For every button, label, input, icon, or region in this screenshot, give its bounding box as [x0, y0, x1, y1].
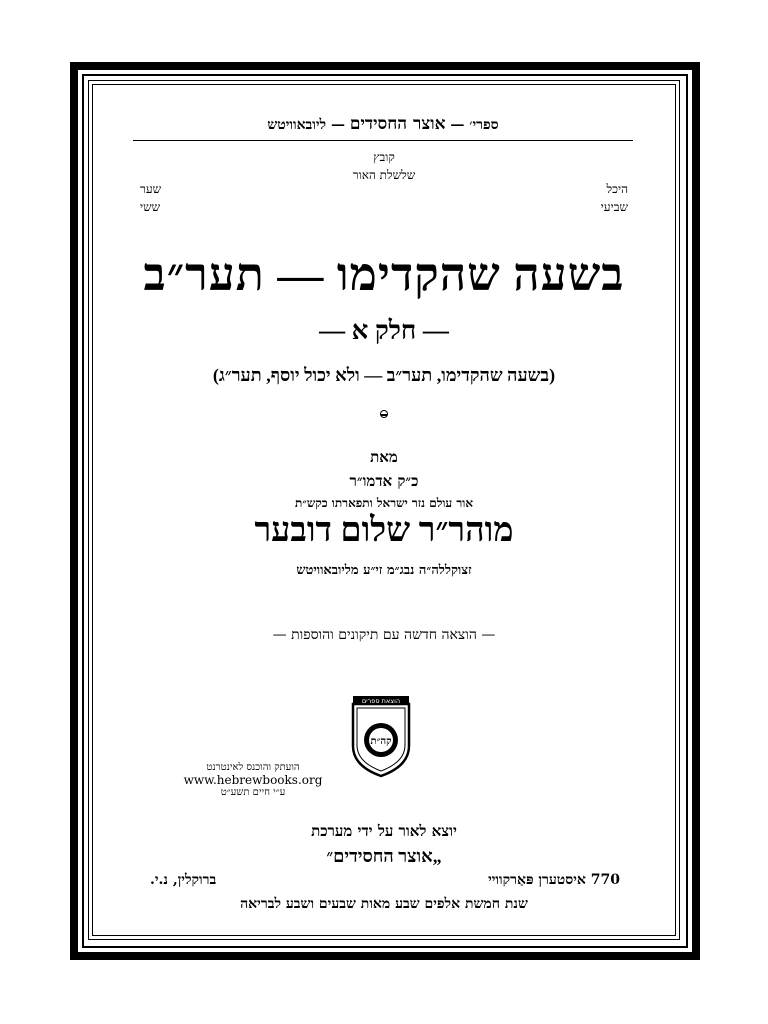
edition-note: — הוצאה חדשה עם תיקונים והוספות — [272, 627, 496, 643]
location-left-2: ששי [140, 200, 161, 214]
credit-line-1: הועתק והוכנס לאינטרנט [206, 762, 300, 773]
publisher-name: „אוצר החסידים״ [326, 846, 442, 866]
location-right-1: היכל [606, 182, 628, 196]
author-epithet: אור עולם נזר ישראל ותפארתו כקש״ת [294, 496, 474, 510]
publisher-address: 770 איסטערן פּאַרקוויי [488, 872, 620, 888]
author-by: מאת [370, 448, 398, 466]
location-left-1: שער [140, 182, 162, 196]
series-suffix: — ליובאוויטש [267, 117, 345, 133]
header-rule [133, 140, 633, 141]
seal-top-text: הוצאת ספרים [361, 697, 401, 705]
seal-middle-text: קה״ת [370, 736, 392, 747]
series-prefix: ספרי׳ — [450, 117, 499, 133]
part-label: — חלק א — [319, 316, 449, 345]
author-honorific: זצוקללה״ה נבג״מ זי״ע מליובאוויטש [296, 563, 472, 578]
page-title: בשעה שהקדימו — תער״ב [143, 249, 625, 300]
credit-url[interactable]: www.hebrewbooks.org [183, 773, 323, 787]
kovetz-label: קובץ [373, 150, 395, 164]
publisher-seal-icon [347, 694, 415, 778]
subtitle: (בשעה שהקדימו, תער״ב — ולא יכול יוסף, תער״ג) [212, 365, 556, 385]
series-header [130, 114, 636, 134]
credit-line-3: ע״י חיים תשע״ט [220, 787, 286, 798]
collection-name: שלשלת האור [352, 168, 416, 182]
author-name: מוהר״ר שלום דובער [254, 512, 514, 549]
publisher-line: יוצא לאור על ידי מערכת [311, 822, 457, 840]
publisher-city: ברוקלין, נ.י. [150, 872, 217, 888]
digitization-credit [178, 762, 328, 798]
location-right-2: שביעי [600, 200, 628, 214]
series-name: אוצר החסידים [349, 114, 446, 134]
author-title: כ״ק אדמו״ר [349, 472, 419, 490]
ornament-icon [380, 410, 388, 418]
publication-year: שנת חמשת אלפים שבע מאות שבעים ושבע לבריאה [240, 896, 528, 912]
